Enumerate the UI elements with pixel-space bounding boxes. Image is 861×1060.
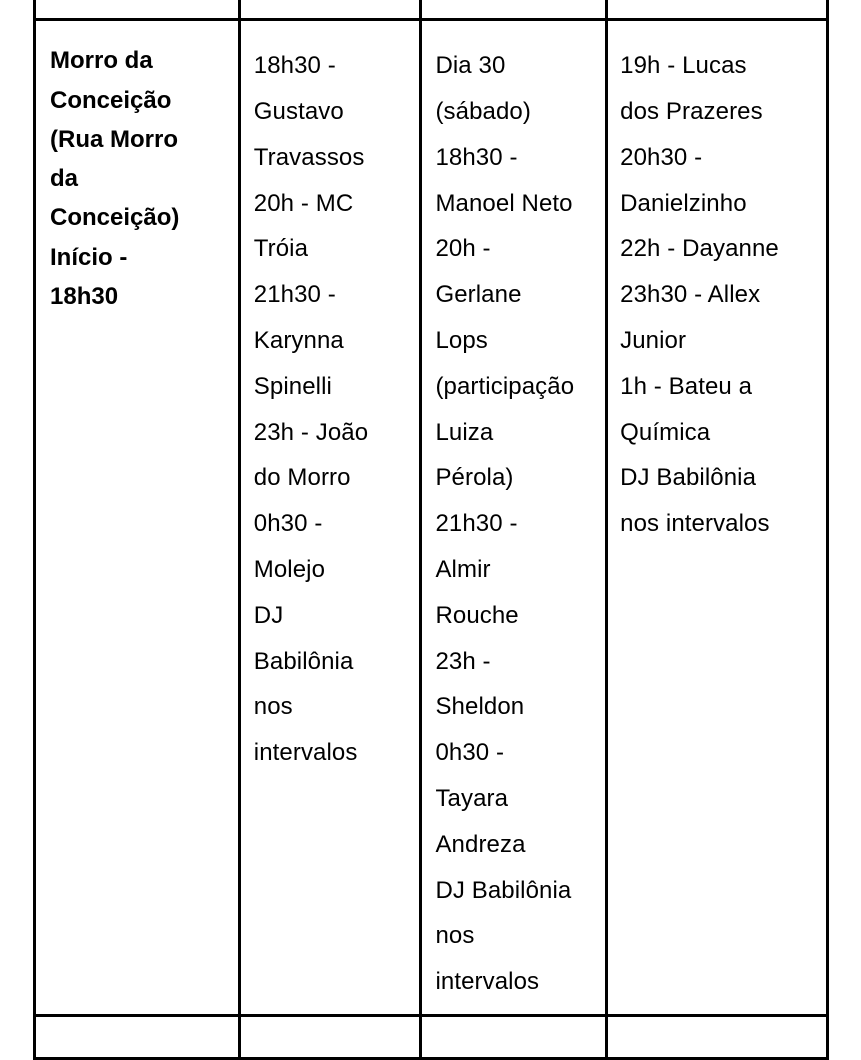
- schedule-line: 21h30 -: [253, 281, 336, 309]
- schedule-line: dos Prazeres: [620, 98, 763, 126]
- schedule-line: Tróia: [253, 235, 309, 263]
- schedule-line: Gerlane: [435, 281, 522, 309]
- schedule-line: 22h - Dayanne: [620, 235, 779, 263]
- venue-line: Início -: [50, 243, 128, 271]
- venue-line: (Rua Morro: [50, 125, 178, 153]
- table-row-next: [35, 1015, 828, 1058]
- schedule-line: nos: [253, 693, 293, 721]
- table-cell: [239, 0, 421, 20]
- schedule-line: 18h30 -: [253, 52, 336, 80]
- schedule-line: intervalos: [435, 968, 540, 996]
- schedule-line: 21h30 -: [435, 510, 518, 538]
- schedule-list: [422, 21, 605, 1005]
- schedule-line: Tayara: [435, 785, 509, 813]
- schedule-line: Karynna: [253, 327, 344, 355]
- schedule-line: Manoel Neto: [435, 189, 573, 217]
- schedule-line: 0h30 -: [253, 510, 323, 538]
- venue-line: 18h30: [50, 283, 119, 311]
- table-cell: [607, 1015, 828, 1058]
- table-cell: [421, 0, 607, 20]
- schedule-line: Danielzinho: [620, 189, 747, 217]
- venue-line: Conceição): [50, 204, 180, 232]
- venue-name: [36, 21, 238, 316]
- schedule-line: 23h -: [435, 647, 491, 675]
- schedule-line: 20h30 -: [620, 143, 703, 171]
- table-cell: [35, 0, 240, 20]
- schedule-line: Almir: [435, 556, 491, 584]
- schedule-line: 20h -: [435, 235, 491, 263]
- schedule-line: Luiza: [435, 418, 494, 446]
- table-cell: [35, 1015, 240, 1058]
- schedule-line: Rouche: [435, 601, 519, 629]
- schedule-line: 23h - João: [253, 418, 369, 446]
- schedule-line: Spinelli: [253, 372, 332, 400]
- schedule-table: [33, 0, 829, 1060]
- schedule-line: DJ Babilônia: [435, 876, 572, 904]
- schedule-line: Pérola): [435, 464, 514, 492]
- schedule-cell-1: [239, 20, 421, 1015]
- venue-line: Conceição: [50, 86, 172, 114]
- schedule-line: 1h - Bateu a: [620, 372, 753, 400]
- schedule-line: Molejo: [253, 556, 326, 584]
- schedule-line: 23h30 - Allex: [620, 281, 761, 309]
- schedule-cell-3: [607, 20, 828, 1015]
- schedule-line: Babilônia: [253, 647, 354, 675]
- schedule-list: [608, 21, 826, 547]
- schedule-line: Gustavo: [253, 98, 344, 126]
- schedule-line: intervalos: [253, 739, 358, 767]
- schedule-list: [241, 21, 420, 776]
- table-cell: [239, 1015, 421, 1058]
- schedule-line: Andreza: [435, 830, 526, 858]
- schedule-line: Dia 30: [435, 52, 506, 80]
- table-row: [35, 20, 828, 1015]
- schedule-line: Junior: [620, 327, 687, 355]
- venue-line: da: [50, 165, 79, 193]
- schedule-line: Travassos: [253, 143, 365, 171]
- schedule-line: nos intervalos: [620, 510, 770, 538]
- schedule-line: do Morro: [253, 464, 351, 492]
- schedule-line: nos: [435, 922, 475, 950]
- schedule-line: 18h30 -: [435, 143, 518, 171]
- schedule-line: 0h30 -: [435, 739, 505, 767]
- schedule-line: DJ: [253, 601, 284, 629]
- schedule-cell-2: [421, 20, 607, 1015]
- venue-cell: [35, 20, 240, 1015]
- venue-line: Morro da: [50, 47, 153, 75]
- schedule-line: 19h - Lucas: [620, 52, 747, 80]
- schedule-line: Lops: [435, 327, 488, 355]
- table-cell: [421, 1015, 607, 1058]
- schedule-line: Química: [620, 418, 711, 446]
- table-cell: [607, 0, 828, 20]
- schedule-line: (participação: [435, 372, 575, 400]
- schedule-line: 20h - MC: [253, 189, 354, 217]
- schedule-line: DJ Babilônia: [620, 464, 757, 492]
- schedule-line: (sábado): [435, 98, 531, 126]
- table-row-previous: [35, 0, 828, 20]
- schedule-line: Sheldon: [435, 693, 525, 721]
